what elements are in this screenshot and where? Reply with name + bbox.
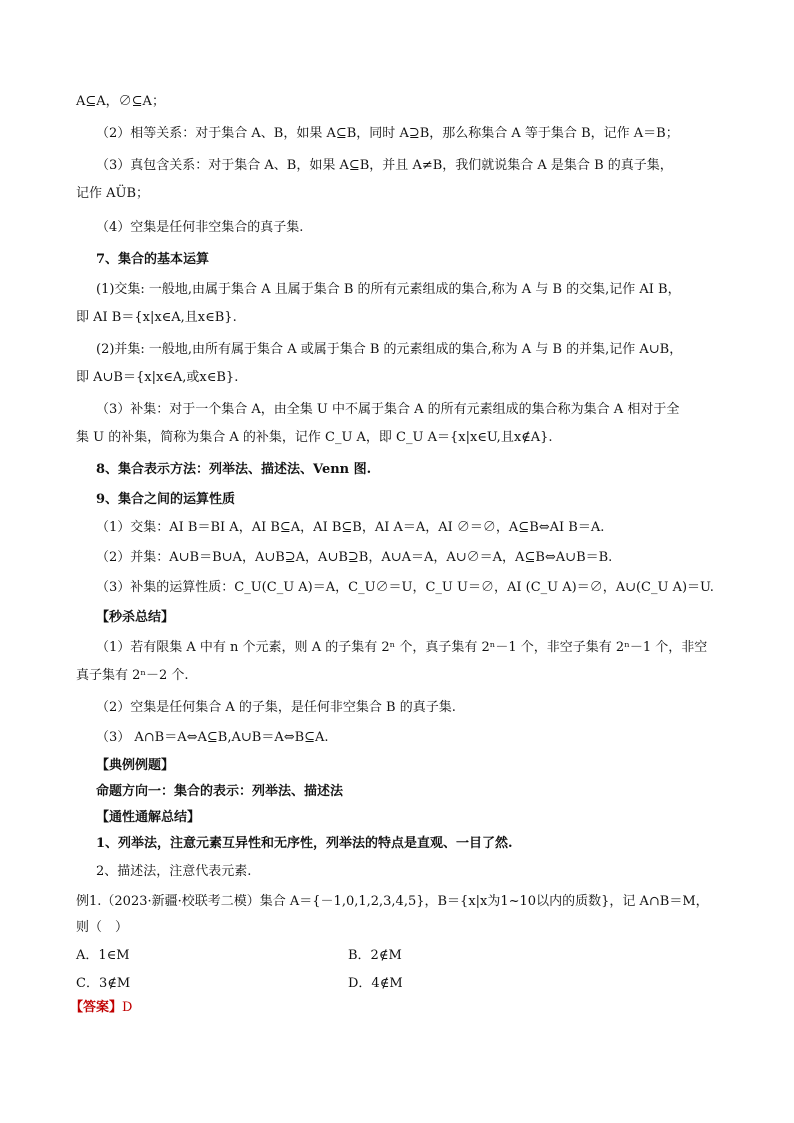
text-line-28: 例1.（2023·新疆·校联考二模）集合 A＝{－1,0,1,2,3,4,5}，B＝{x|x为1~10以内的质数}，记 A∩B＝M， <box>76 894 709 909</box>
text-line-14: 9、集合之间的运算性质 <box>96 492 236 507</box>
text-line-18: 【秒杀总结】 <box>96 610 175 625</box>
text-line-26: 1、列举法，注意元素互异性和无序性，列举法的特点是直观、一目了然. <box>96 836 513 851</box>
text-line-7: (1)交集: 一般地,由属于集合 A 且属于集合 B 的所有元素组成的集合,称为 A 与 B 的交集,记作 AI B， <box>96 282 681 297</box>
text-line-20: 真子集有 2ⁿ－2 个. <box>76 668 189 683</box>
text-line-12: 集 U 的补集，简称为集合 A 的补集，记作 C_U A，即 C_U A＝{x|x∈U,且x∉A}. <box>76 430 553 445</box>
text-line-19: （1）若有限集 A 中有 n 个元素，则 A 的子集有 2ⁿ 个，真子集有 2ⁿ－1 个，非空子集有 2ⁿ－1 个，非空 <box>96 640 708 655</box>
text-line-4: 记作 AÜB； <box>76 186 150 201</box>
text-line-22: （3） A∩B＝A⇔A⊆B,A∪B＝A⇔B⊆A. <box>96 730 329 745</box>
text-line-3: （3）真包含关系：对于集合 A、B，如果 A⊆B，并且 A≠B，我们就说集合 A 是集合 B 的真子集， <box>96 158 673 173</box>
option-d: D．4∉M <box>348 976 403 991</box>
option-c: C．3∉M <box>76 976 131 991</box>
text-line-23: 【典例例题】 <box>96 758 175 773</box>
text-line-10: 即 A∪B＝{x|x∈A,或x∈B}. <box>76 370 239 385</box>
text-line-6: 7、集合的基本运算 <box>96 252 210 267</box>
option-a: A．1∈M <box>76 948 130 963</box>
answer-line <box>70 998 132 1018</box>
answer-value: D <box>122 1000 133 1015</box>
text-line-1: A⊆A，∅⊆A； <box>76 94 165 109</box>
option-b: B．2∉M <box>348 948 402 963</box>
text-line-11: （3）补集：对于一个集合 A，由全集 U 中不属于集合 A 的所有元素组成的集合称为集合 A 相对于全 <box>96 402 680 417</box>
text-line-17: （3）补集的运算性质：C_U(C_U A)＝A，C_U∅＝U，C_U U＝∅，AI (C_U A)＝∅，A∪(C_U A)＝U. <box>96 580 714 595</box>
text-line-8: 即 AI B＝{x|x∈A,且x∈B}. <box>76 310 237 325</box>
text-line-9: (2)并集: 一般地,由所有属于集合 A 或属于集合 B 的元素组成的集合,称为 A 与 B 的并集,记作 A∪B， <box>96 342 683 357</box>
text-line-25: 【通性通解总结】 <box>96 810 201 825</box>
text-line-5: （4）空集是任何非空集合的真子集. <box>96 220 304 235</box>
text-line-13: 8、集合表示方法：列举法、描述法、Venn 图. <box>96 462 372 477</box>
answer-label: 【答案】 <box>70 1000 123 1015</box>
text-line-27: 2、描述法，注意代表元素. <box>96 864 252 879</box>
text-line-29: 则（ ） <box>76 920 129 935</box>
text-line-2: （2）相等关系：对于集合 A、B，如果 A⊆B，同时 A⊇B，那么称集合 A 等于集合 B，记作 A＝B； <box>96 126 679 141</box>
text-line-24: 命题方向一：集合的表示：列举法、描述法 <box>96 784 344 799</box>
text-line-15: （1）交集：AI B＝BI A，AI B⊆A，AI B⊆B，AI A＝A，AI ∅＝∅，A⊆B⇔AI B＝A. <box>96 520 605 535</box>
text-line-16: （2）并集：A∪B＝B∪A，A∪B⊇A，A∪B⊇B，A∪A＝A，A∪∅＝A，A⊆B⇔A∪B＝B. <box>96 550 613 565</box>
text-line-21: （2）空集是任何集合 A 的子集，是任何非空集合 B 的真子集. <box>96 700 456 715</box>
